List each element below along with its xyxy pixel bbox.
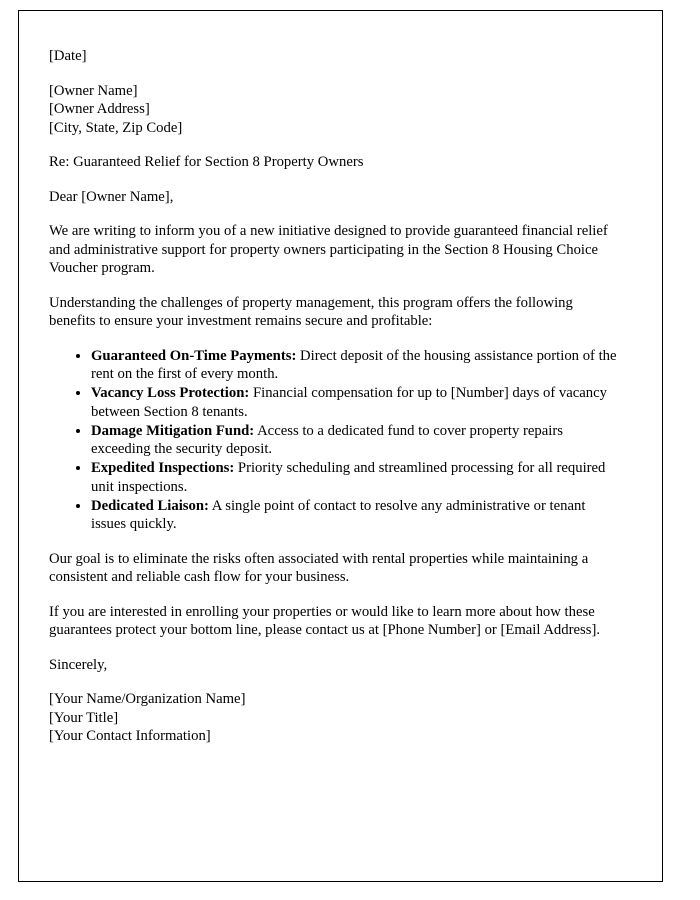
- signature-title-line: [Your Title]: [49, 709, 119, 726]
- subject-line: Re: Guaranteed Relief for Section 8 Property Owners: [49, 154, 364, 170]
- recipient-name-line: [Owner Name]: [49, 82, 138, 99]
- recipient-block: [49, 82, 622, 138]
- bullet-label: Dedicated Liaison:: [91, 497, 209, 514]
- bullet-label: Vacancy Loss Protection:: [91, 385, 250, 401]
- salutation: Dear [Owner Name],: [49, 188, 174, 205]
- recipient-city-line: [City, State, Zip Code]: [49, 119, 183, 136]
- closing: Sincerely,: [49, 656, 108, 673]
- paragraph-cta: If you are interested in enrolling your properties or would like to learn more about how these guarantees protect your bottom line, please contact us at [Phone Number] or [Email Address].: [49, 603, 601, 638]
- list-item: [91, 459, 622, 496]
- bullet-text: Access to a dedicated fund to cover property repairs exceeding the security deposit.: [91, 422, 563, 457]
- bullet-label: Expedited Inspections:: [91, 460, 235, 476]
- date-line: [Date]: [49, 48, 87, 64]
- signature-name-line: [Your Name/Organization Name]: [49, 691, 246, 707]
- signature-contact-line: [Your Contact Information]: [49, 728, 211, 744]
- paragraph-goal: Our goal is to eliminate the risks often associated with rental properties while maintaining a consistent and reliable cash flow for your business.: [49, 550, 589, 585]
- list-item: [91, 347, 622, 384]
- bullet-text: Financial compensation for up to [Number] days of vacancy between Section 8 tenants.: [91, 385, 607, 420]
- recipient-address-line: [Owner Address]: [49, 101, 150, 117]
- list-item: [91, 497, 622, 534]
- benefits-list: [49, 347, 622, 534]
- bullet-text: Priority scheduling and streamlined processing for all required unit inspections.: [91, 460, 606, 495]
- list-item: [91, 422, 622, 459]
- paragraph-benefits-lead: Understanding the challenges of property management, this program offers the following benefits to ensure your investment remains secure and profitable:: [49, 294, 573, 329]
- signature-block: [49, 690, 622, 746]
- bullet-text: A single point of contact to resolve any administrative or tenant issues quickly.: [91, 497, 586, 532]
- bullet-label: Guaranteed On-Time Payments:: [91, 347, 297, 364]
- letter-page: [18, 10, 663, 882]
- bullet-label: Damage Mitigation Fund:: [91, 422, 255, 439]
- paragraph-intro: We are writing to inform you of a new initiative designed to provide guaranteed financial relief and administrative support for property owners participating in the Section 8 Housing Choice Voucher program.: [49, 223, 608, 276]
- bullet-text: Direct deposit of the housing assistance portion of the rent on the first of every month.: [91, 347, 617, 382]
- list-item: [91, 384, 622, 421]
